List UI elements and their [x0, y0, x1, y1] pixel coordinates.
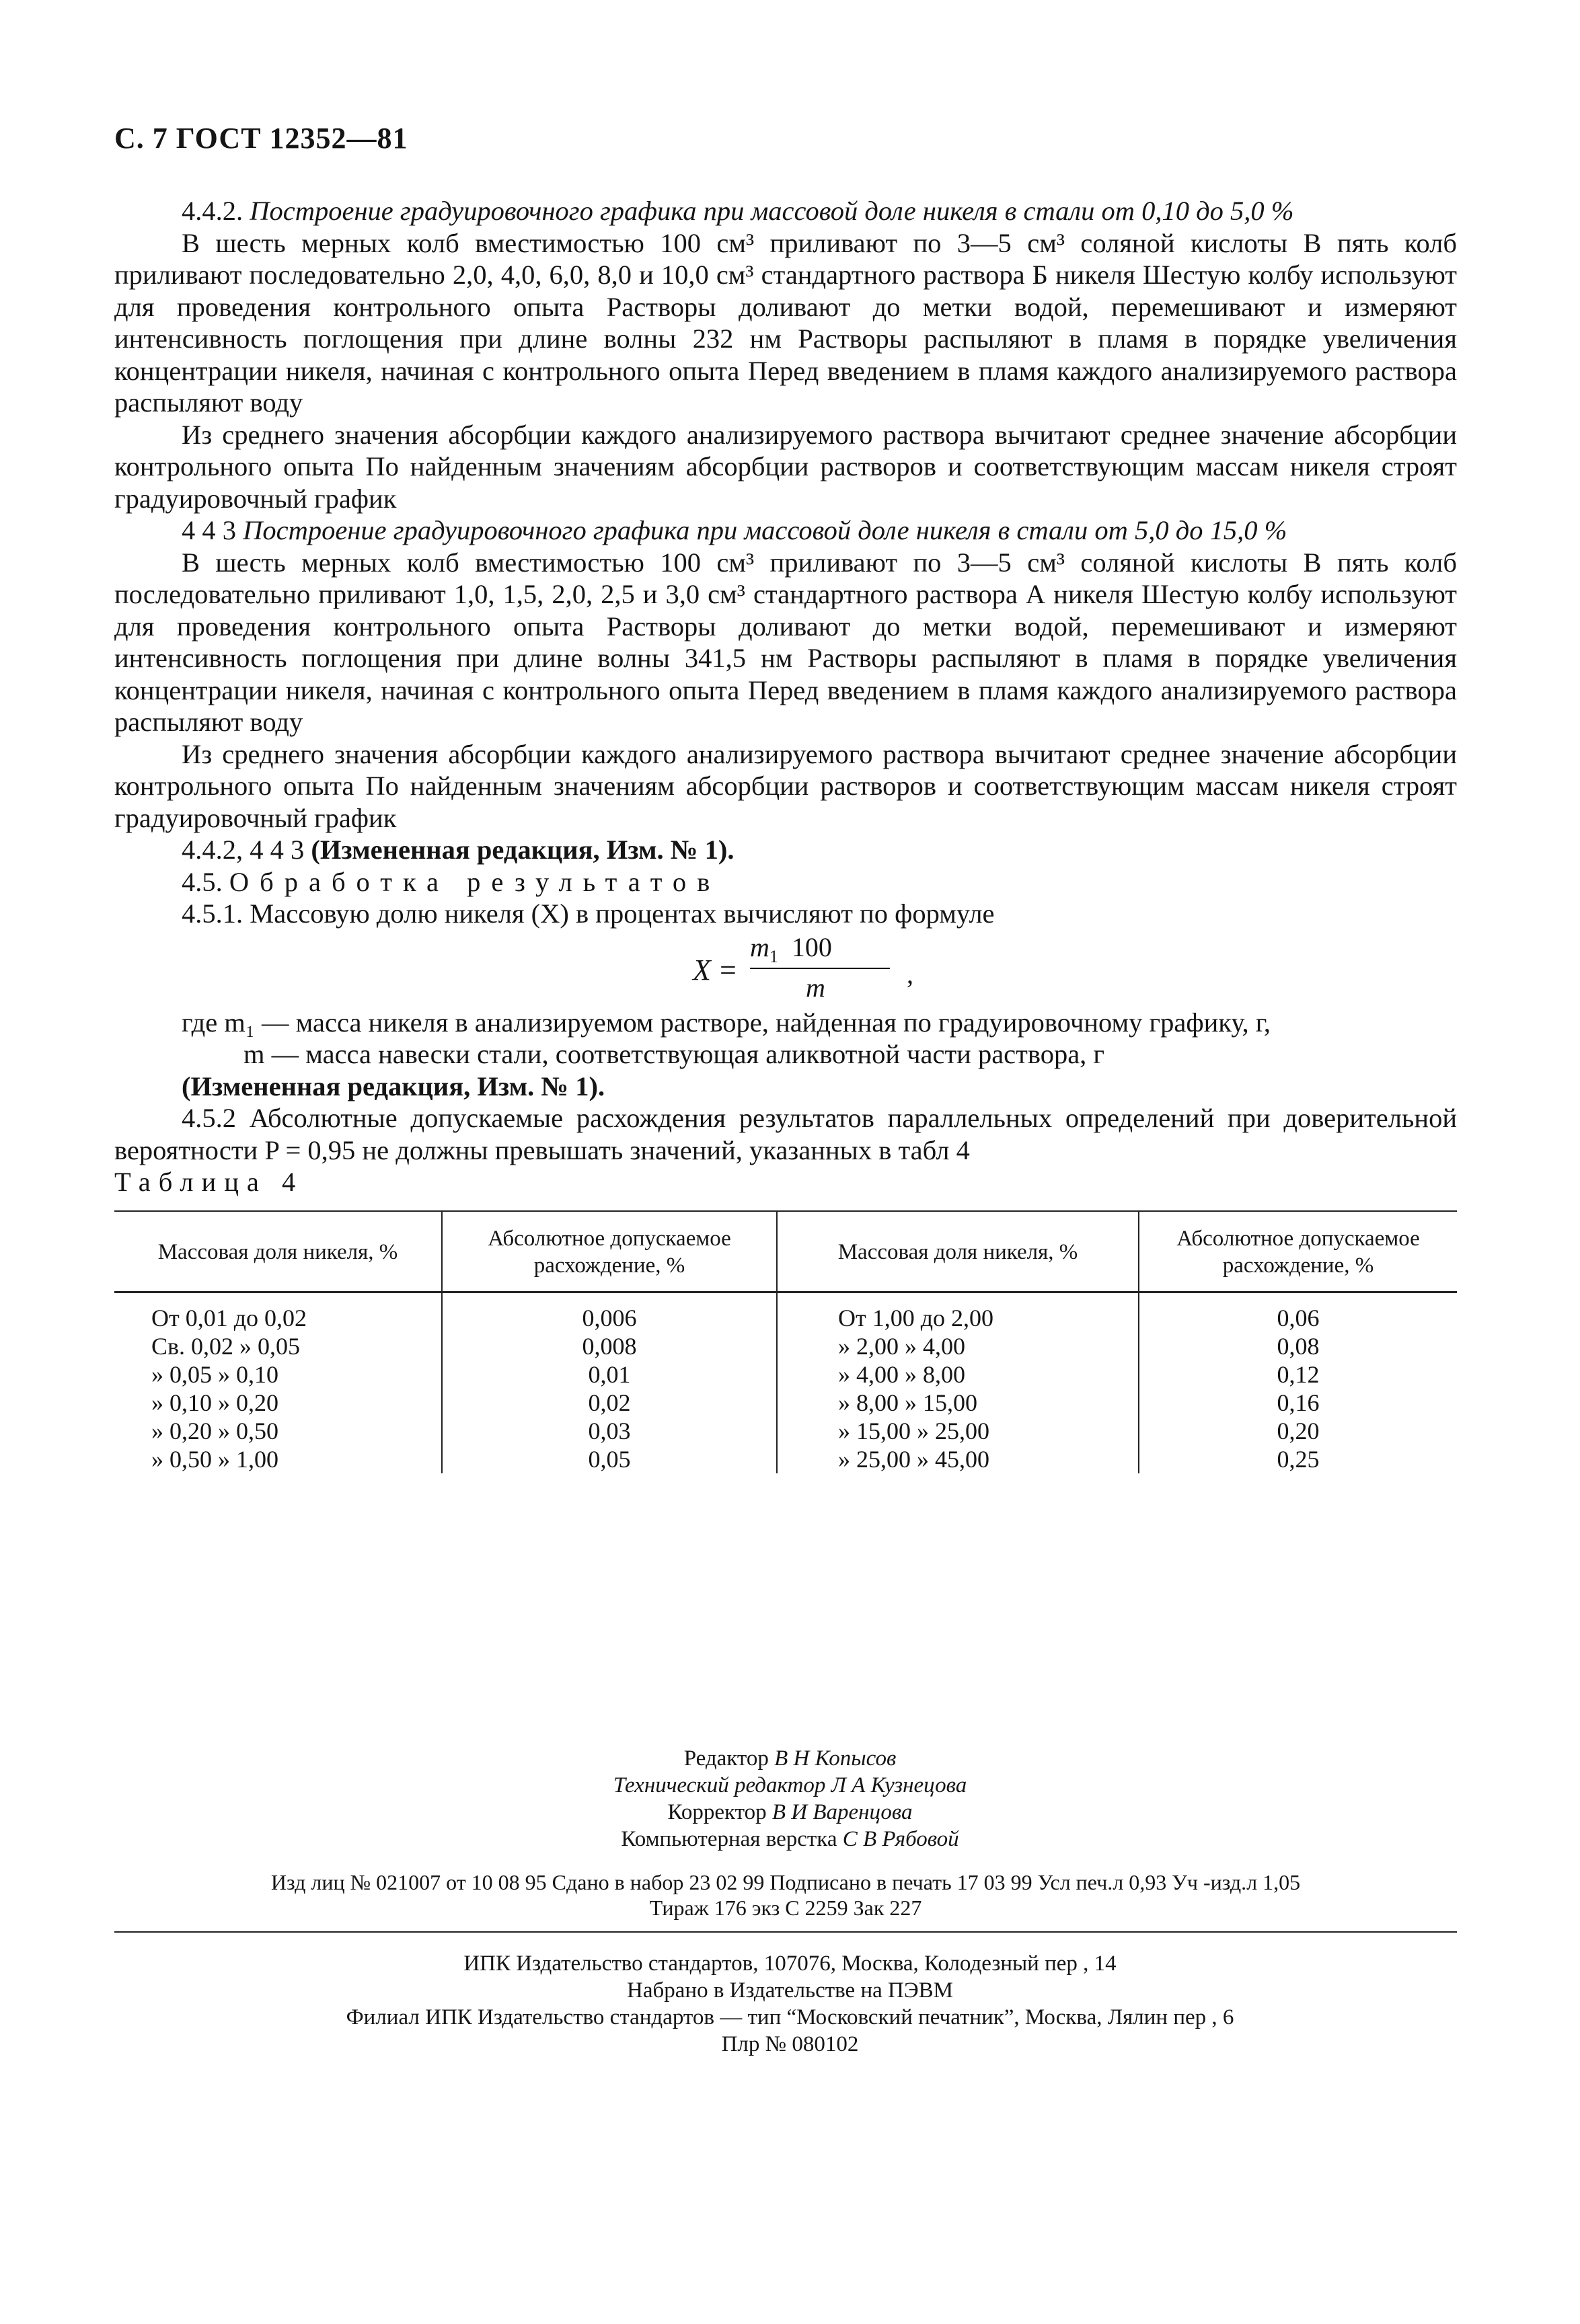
table-row: [114, 1389, 1457, 1417]
cell: 0,12: [1139, 1360, 1457, 1389]
credit-name: В И Варенцова: [772, 1800, 913, 1824]
table-row: [114, 1360, 1457, 1389]
paragraph: В шесть мерных колб вместимостью 100 см³ приливают по 3—5 см³ соляной кислоты В пять колб последовательно приливают 1,0, 1,5, 2,0, 2,5 и 3,0 см³ стандартного раствора А никеля Шестую колбу используют для проведения контрольного опыта Растворы доливают до метки водой, перемешивают и измеряют интенсивность поглощения при длине волны 341,5 нм Растворы распыляют в пламя в порядке увеличения концентрации никеля, начиная с контрольного опыта Перед введением в пламя каждого анализируемого раствора распыляют воду: [114, 547, 1457, 737]
section-title: Обработка результатов: [229, 866, 721, 897]
cell: 0,008: [442, 1332, 777, 1360]
table-row: [114, 1417, 1457, 1445]
cell: » 0,20 » 0,50: [151, 1418, 278, 1444]
imprint: [114, 1869, 1457, 1921]
section-number: 4.5.: [182, 866, 223, 897]
section-4-4-2-heading: [114, 195, 1457, 227]
cell: 0,25: [1139, 1445, 1457, 1473]
paragraph: 4.5.1. Массовую долю никеля (X) в процентах вычисляют по формуле: [182, 898, 995, 929]
numerator-const: 100: [791, 931, 832, 962]
section-4-5-heading: [114, 866, 1457, 898]
cell: От 0,01 до 0,02: [151, 1305, 307, 1331]
imprint-line: Изд лиц № 021007 от 10 08 95 Сдано в набор 23 02 99 Подписано в печать 17 03 99 Усл печ.л 0,93 Уч -изд.л 1,05: [270, 1870, 1301, 1894]
paragraph: В шесть мерных колб вместимостью 100 см³ приливают по 3—5 см³ соляной кислоты В пять колб приливают последовательно 2,0, 4,0, 6,0, 8,0 и 10,0 см³ стандартного раствора Б никеля Шестую колбу используют для проведения контрольного опыта Растворы доливают до метки водой, перемешивают и измеряют интенсивность поглощения при длине волны 232 нм Растворы распыляют в пламя в порядке увеличения концентрации никеля, начиная с контрольного опыта Перед введением в пламя каждого анализируемого раствора распыляют воду: [114, 227, 1457, 418]
table-row: [114, 1292, 1457, 1333]
credit-role: Корректор: [667, 1800, 767, 1824]
cell: 0,03: [442, 1417, 777, 1445]
cell: 0,02: [442, 1389, 777, 1417]
cell: 0,20: [1139, 1417, 1457, 1445]
cell: » 0,50 » 1,00: [151, 1446, 278, 1473]
credit-name: Л А Кузнецова: [831, 1773, 967, 1797]
publisher-info: [0, 1950, 1580, 2058]
publisher-line: Филиал ИПК Издательство стандартов — тип “Московский печатник”, Москва, Лялин пер , 6: [346, 2005, 1234, 2029]
credit-line: [0, 1826, 1580, 1853]
formula-denominator: m: [806, 972, 825, 1003]
cell: 0,05: [442, 1445, 777, 1473]
credit-role: Компьютерная верстка: [621, 1827, 837, 1851]
formula: [114, 931, 1457, 1005]
amendment-note: (Измененная редакция, Изм. № 1).: [182, 1071, 605, 1101]
divider: [114, 1931, 1457, 1933]
table-caption: Таблица 4: [114, 1167, 304, 1197]
credit-name: С В Рябовой: [842, 1827, 959, 1851]
document-body: [114, 195, 1457, 1198]
credit-role: Редактор: [683, 1746, 769, 1771]
col-header: Абсолютное допускаемое расхождение, %: [442, 1211, 777, 1292]
paragraph: Из среднего значения абсорбции каждого анализируемого раствора вычитают среднее значение абсорбции контрольного опыта По найденным значениям абсорбции растворов и соответствующим массам никеля строят градуировочный график: [114, 738, 1457, 833]
section-title: Построение градуировочного графика при массовой доле никеля в стали от 0,10 до 5,0 %: [250, 196, 1294, 226]
section-4-4-3-heading: [114, 514, 1457, 547]
formula-where-2: m — масса навески стали, соответствующая аликвотной части раствора, г: [243, 1039, 1105, 1069]
publisher-line: Набрано в Издательстве на ПЭВМ: [627, 1978, 953, 2003]
section-title: Построение градуировочного графика при массовой доле никеля в стали от 5,0 до 15,0 %: [243, 515, 1287, 545]
formula-lhs: X: [693, 953, 711, 986]
table-header-row: [114, 1211, 1457, 1292]
cell: » 0,10 » 0,20: [151, 1389, 278, 1416]
cell: От 1,00 до 2,00: [777, 1292, 1139, 1333]
cell: » 4,00 » 8,00: [777, 1360, 1139, 1389]
cell: » 15,00 » 25,00: [777, 1417, 1139, 1445]
section-number: 4.4.2.: [182, 196, 243, 226]
amendment-refs: 4.4.2, 4 4 3: [182, 835, 305, 865]
credit-role: Технический редактор: [613, 1773, 826, 1797]
publisher-line: ИПК Издательство стандартов, 107076, Москва, Колодезный пер , 14: [463, 1951, 1117, 1976]
cell: » 25,00 » 45,00: [777, 1445, 1139, 1473]
imprint-line: Тираж 176 экз С 2259 Зак 227: [649, 1896, 922, 1920]
cell: 0,08: [1139, 1332, 1457, 1360]
table-row: [114, 1445, 1457, 1473]
amendment-label: (Измененная редакция, Изм. № 1).: [311, 835, 735, 865]
cell: Св. 0,02 » 0,05: [151, 1333, 301, 1360]
page-header: С. 7 ГОСТ 12352—81: [114, 122, 408, 155]
credit-line: [0, 1772, 1580, 1799]
section-number: 4 4 3: [182, 515, 236, 545]
cell: » 8,00 » 15,00: [777, 1389, 1139, 1417]
col-header: Массовая доля никеля, %: [114, 1211, 442, 1292]
fraction-bar: [750, 968, 890, 969]
credit-name: В Н Копысов: [774, 1746, 897, 1771]
amendment-note: [114, 834, 1457, 866]
cell: 0,006: [442, 1292, 777, 1333]
formula-numerator: [750, 931, 832, 973]
col-header: Абсолютное допускаемое расхождение, %: [1139, 1211, 1457, 1292]
formula-equals: =: [720, 953, 737, 986]
formula-comma: ,: [907, 958, 913, 989]
credit-line: [0, 1745, 1580, 1772]
table-row: [114, 1332, 1457, 1360]
table-4: [114, 1210, 1457, 1473]
cell: » 2,00 » 4,00: [777, 1332, 1139, 1360]
cell: » 0,05 » 0,10: [151, 1361, 278, 1388]
credits: [0, 1745, 1580, 1853]
col-header: Массовая доля никеля, %: [777, 1211, 1139, 1292]
numerator-sub: 1: [769, 946, 778, 966]
paragraph: Из среднего значения абсорбции каждого анализируемого раствора вычитают среднее значение абсорбции контрольного опыта По найденным значениям абсорбции растворов и соответствующим массам никеля строят градуировочный график: [114, 419, 1457, 514]
formula-where-1: где m₁ — масса никеля в анализируемом растворе, найденная по градуировочному графику, г,: [182, 1007, 1271, 1038]
paragraph: 4.5.2 Абсолютные допускаемые расхождения результатов параллельных определений при доверительной вероятности P = 0,95 не должны превышать значений, указанных в табл 4: [114, 1103, 1457, 1165]
numerator-var: m: [750, 931, 769, 962]
cell: 0,01: [442, 1360, 777, 1389]
cell: 0,06: [1139, 1292, 1457, 1333]
credit-line: [0, 1799, 1580, 1826]
cell: 0,16: [1139, 1389, 1457, 1417]
publisher-line: Плр № 080102: [721, 2032, 859, 2056]
